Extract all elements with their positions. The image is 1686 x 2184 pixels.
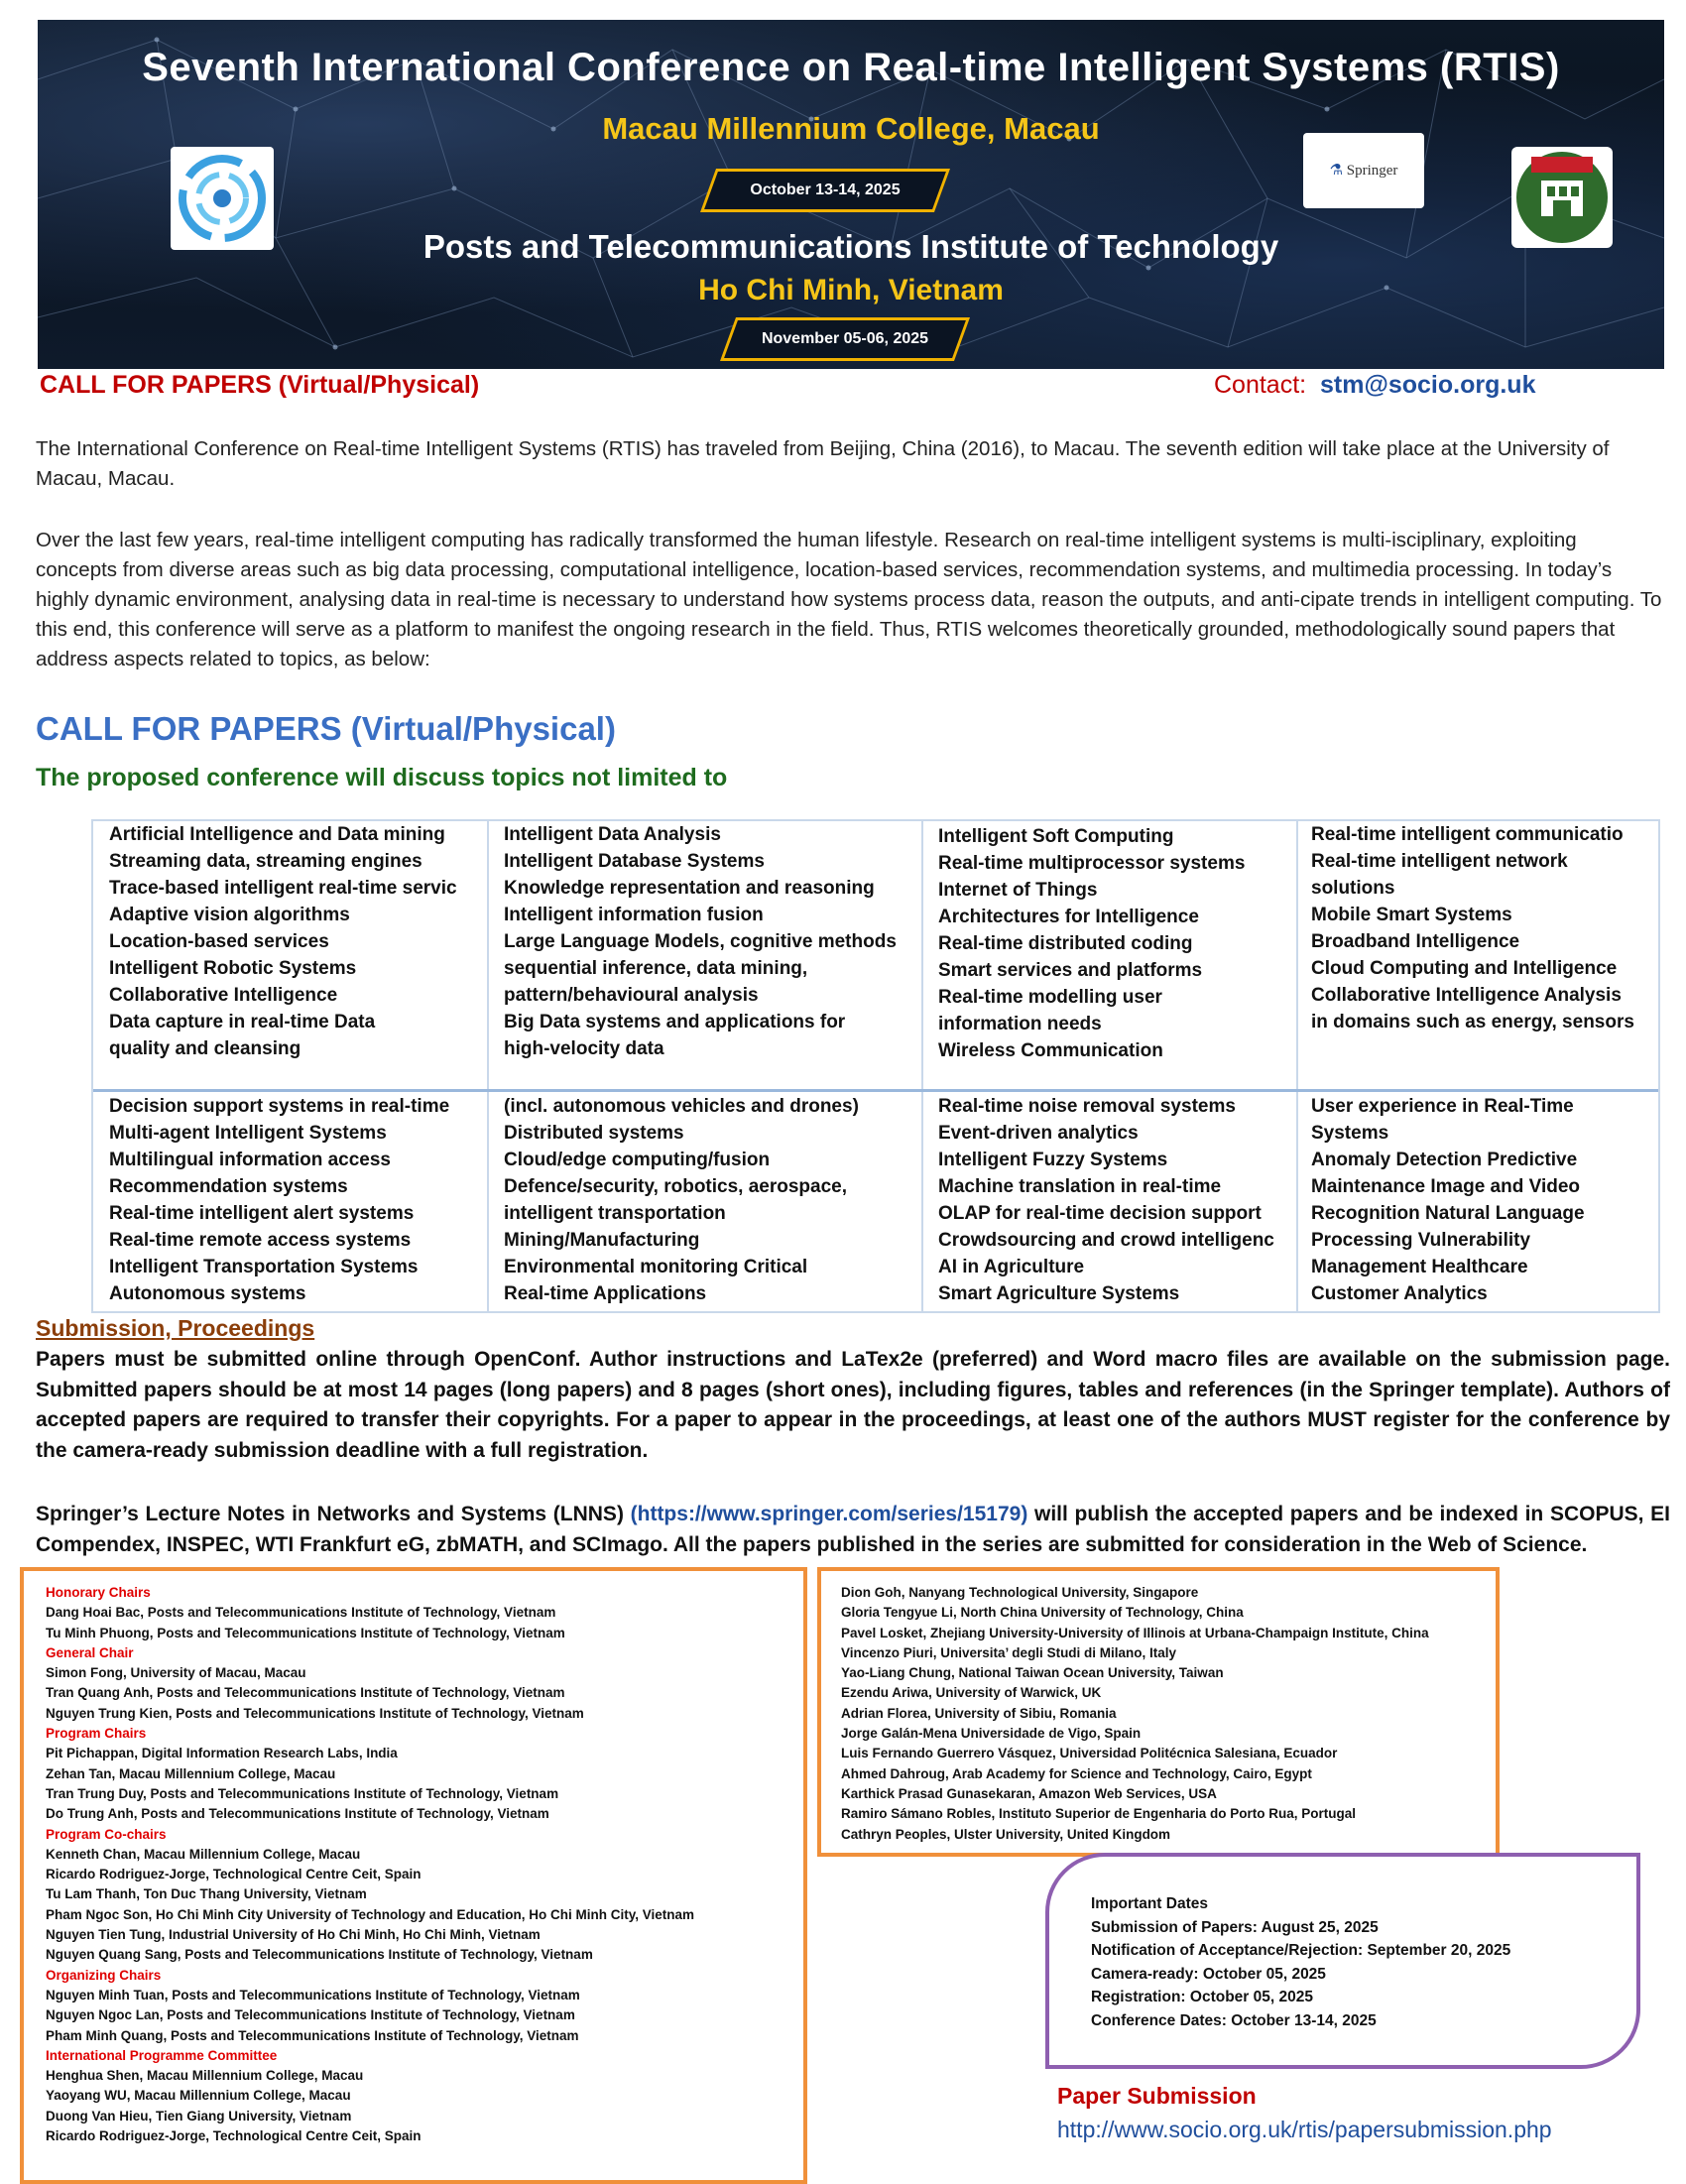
- committee-member: Nguyen Quang Sang, Posts and Telecommunications Institute of Technology, Vietnam: [46, 1947, 593, 1963]
- committee-member: Ricardo Rodriguez-Jorge, Technological Centre Ceit, Spain: [46, 2128, 422, 2144]
- topic-item: quality and cleansing: [109, 1038, 301, 1059]
- committee-heading: General Chair: [46, 1644, 134, 1660]
- topic-item: Adaptive vision algorithms: [109, 905, 350, 925]
- topic-item: Cloud/edge computing/fusion: [504, 1150, 771, 1170]
- banner-title: Seventh International Conference on Real-time Intelligent Systems (RTIS): [142, 46, 1560, 89]
- topic-item: Intelligent Database Systems: [504, 851, 765, 872]
- committee-member: Nguyen Ngoc Lan, Posts and Telecommunications Institute of Technology, Vietnam: [46, 2007, 575, 2023]
- springer-series-link[interactable]: (https://www.springer.com/series/15179): [630, 1503, 1028, 1525]
- topic-item: Decision support systems in real-time: [109, 1096, 450, 1117]
- topic-item: Processing Vulnerability: [1311, 1230, 1531, 1251]
- committee-member: Henghua Shen, Macau Millennium College, Macau: [46, 2068, 364, 2084]
- topics-cell-r1c1: [109, 821, 480, 1062]
- topic-item: Trace-based intelligent real-time servic: [109, 878, 457, 899]
- spiral-logo-icon: [171, 147, 274, 250]
- conference-logo: [171, 147, 274, 250]
- topic-item: Recognition Natural Language: [1311, 1203, 1585, 1224]
- committee-member: Dion Goh, Nanyang Technological University, Singapore: [841, 1585, 1199, 1600]
- committee-member: Kenneth Chan, Macau Millennium College, Macau: [46, 1846, 361, 1862]
- committee-member: Ramiro Sámano Robles, Instituto Superior de Engenharia do Porto Rua, Portugal: [841, 1806, 1357, 1822]
- topics-cell-r2c4: [1311, 1093, 1652, 1307]
- topic-item: Location-based services: [109, 931, 329, 952]
- committee-member: Luis Fernando Guerrero Vásquez, Universidad Politécnica Salesiana, Ecuador: [841, 1746, 1338, 1761]
- topic-item: intelligent transportation: [504, 1203, 726, 1224]
- topics-cell-r2c3: [938, 1093, 1291, 1307]
- topic-item: Large Language Models, cognitive methods: [504, 931, 897, 952]
- committee-member: Gloria Tengyue Li, North China University of Technology, China: [841, 1605, 1244, 1621]
- committee-member: Tu Lam Thanh, Ton Duc Thang University, Vietnam: [46, 1886, 367, 1902]
- topic-item: Real-time Applications: [504, 1283, 707, 1304]
- topic-item: high-velocity data: [504, 1038, 664, 1059]
- topic-item: Event-driven analytics: [938, 1123, 1139, 1144]
- topics-subtitle: The proposed conference will discuss topics not limited to: [36, 764, 728, 791]
- committee-heading: International Programme Committee: [46, 2047, 278, 2063]
- topic-item: Multi-agent Intelligent Systems: [109, 1123, 387, 1144]
- cfp-section-title: CALL FOR PAPERS (Virtual/Physical): [36, 710, 616, 747]
- topic-item: Knowledge representation and reasoning: [504, 878, 875, 899]
- committee-heading: Organizing Chairs: [46, 1967, 162, 1983]
- topic-item: Internet of Things: [938, 880, 1098, 901]
- contact-line: [1214, 371, 1535, 400]
- topic-item: solutions: [1311, 878, 1395, 899]
- topic-item: Real-time modelling user: [938, 987, 1162, 1008]
- committee-member: Do Trung Anh, Posts and Telecommunications Institute of Technology, Vietnam: [46, 1806, 549, 1822]
- topic-item: Autonomous systems: [109, 1283, 306, 1304]
- topic-item: Wireless Communication: [938, 1040, 1163, 1061]
- topic-item: Broadband Intelligence: [1311, 931, 1520, 952]
- important-date-item: Conference Dates: October 13-14, 2025: [1091, 2011, 1377, 2029]
- topics-table: [91, 819, 1660, 1313]
- topic-item: sequential inference, data mining,: [504, 958, 808, 979]
- committee-member: Pavel Losket, Zhejiang University-University of Illinois at Urbana-Champaign Institute, China: [841, 1625, 1429, 1640]
- topic-item: Real-time intelligent alert systems: [109, 1203, 415, 1224]
- topic-item: Real-time remote access systems: [109, 1230, 412, 1251]
- committee-member: Nguyen Tien Tung, Industrial University of Ho Chi Minh, Ho Chi Minh, Vietnam: [46, 1927, 541, 1943]
- important-dates-list: [1091, 1916, 1510, 2033]
- topic-item: Big Data systems and applications for: [504, 1012, 846, 1032]
- topic-item: (incl. autonomous vehicles and drones): [504, 1096, 859, 1117]
- topic-item: Intelligent information fusion: [504, 905, 764, 925]
- important-date-item: Submission of Papers: August 25, 2025: [1091, 1918, 1379, 1936]
- committee-member: Zehan Tan, Macau Millennium College, Macau: [46, 1765, 336, 1781]
- topics-cell-r2c1: [109, 1093, 480, 1307]
- submission-title: Submission, Proceedings: [36, 1315, 315, 1341]
- topic-item: Intelligent Fuzzy Systems: [938, 1150, 1168, 1170]
- springer-paragraph: Springer’s Lecture Notes in Networks and Systems (LNNS) (https://www.springer.com/series/15179) will publish the accepted papers and be indexed in SCOPUS, EI Compendex, INSPEC, WTI Frankfurt eG, zbMATH, and SCImago. All the papers published in the series are submitted for consideration in the Web of Science.: [36, 1503, 1670, 1556]
- topic-item: Streaming data, streaming engines: [109, 851, 422, 872]
- topic-item: information needs: [938, 1014, 1102, 1034]
- committee-member: Tran Quang Anh, Posts and Telecommunications Institute of Technology, Vietnam: [46, 1685, 565, 1701]
- topic-item: Intelligent Transportation Systems: [109, 1257, 419, 1277]
- committee-member: Pit Pichappan, Digital Information Research Labs, India: [46, 1746, 398, 1761]
- topic-item: Customer Analytics: [1311, 1283, 1488, 1304]
- committee-member: Duong Van Hieu, Tien Giang University, Vietnam: [46, 2108, 352, 2123]
- committee-member: Adrian Florea, University of Sibiu, Romania: [841, 1705, 1117, 1721]
- important-dates-title: Important Dates: [1091, 1895, 1208, 1912]
- banner-date-2: November 05-06, 2025: [720, 317, 970, 361]
- topic-item: Distributed systems: [504, 1123, 684, 1144]
- committee-member: Jorge Galán-Mena Universidade de Vigo, Spain: [841, 1726, 1142, 1742]
- topics-cell-r1c4: [1311, 821, 1652, 1035]
- banner-venue-1: Macau Millennium College, Macau: [602, 111, 1100, 146]
- topic-item: Real-time intelligent network: [1311, 851, 1568, 872]
- committee-left-list: [46, 1583, 694, 2146]
- topic-item: OLAP for real-time decision support: [938, 1203, 1262, 1224]
- topic-item: Intelligent Data Analysis: [504, 824, 721, 845]
- intro-paragraph-1: The International Conference on Real-time Intelligent Systems (RTIS) has traveled from Beijing, China (2016), to Macau. The seventh edition will take place at the University of Macau, Macau.: [36, 437, 1610, 490]
- topic-item: Mobile Smart Systems: [1311, 905, 1512, 925]
- committee-member: Nguyen Trung Kien, Posts and Telecommunications Institute of Technology, Vietnam: [46, 1705, 584, 1721]
- important-date-item: Notification of Acceptance/Rejection: September 20, 2025: [1091, 1942, 1511, 1959]
- committee-member: Ricardo Rodriguez-Jorge, Technological Centre Ceit, Spain: [46, 1867, 422, 1882]
- topic-item: User experience in Real-Time: [1311, 1096, 1574, 1117]
- committee-member: Cathryn Peoples, Ulster University, United Kingdom: [841, 1826, 1171, 1842]
- topic-item: Machine translation in real-time: [938, 1176, 1222, 1197]
- topic-item: Anomaly Detection Predictive: [1311, 1150, 1578, 1170]
- topic-item: Crowdsourcing and crowd intelligenc: [938, 1230, 1274, 1251]
- topic-item: in domains such as energy, sensors: [1311, 1012, 1634, 1032]
- conference-banner: [38, 20, 1664, 369]
- topic-item: Collaborative Intelligence Analysis: [1311, 985, 1622, 1006]
- committee-member: Tu Minh Phuong, Posts and Telecommunications Institute of Technology, Vietnam: [46, 1625, 565, 1640]
- paper-submission-link[interactable]: http://www.socio.org.uk/rtis/papersubmission.php: [1057, 2117, 1552, 2142]
- committee-heading: Program Chairs: [46, 1726, 147, 1742]
- topic-item: Recommendation systems: [109, 1176, 348, 1197]
- committee-member: Vincenzo Piuri, Universita’ degli Studi di Milano, Italy: [841, 1644, 1177, 1660]
- topics-cell-r1c2: [504, 821, 914, 1062]
- intro-paragraph-2: Over the last few years, real-time intelligent computing has radically transformed the human lifestyle. Research on real-time intelligent systems is multi-isciplinary, exploiting concepts from diverse areas such as big data processing, computational intelligence, location-based services, recommendation systems, and multimedia processing. In today’s highly dynamic environment, analysing data in real-time is necessary to understand how systems process data, reason the outputs, and anti-cipate trends in intelligent computing. To this end, this conference will serve as a platform to manifest the ongoing research in the field. Thus, RTIS welcomes theoretically grounded, methodologically sound papers that address aspects related to topics, as below:: [36, 529, 1662, 670]
- committee-member: Ahmed Dahroug, Arab Academy for Science and Technology, Cairo, Egypt: [841, 1765, 1312, 1781]
- topic-item: Real-time multiprocessor systems: [938, 853, 1246, 874]
- topic-item: Multilingual information access: [109, 1150, 391, 1170]
- topic-item: AI in Agriculture: [938, 1257, 1085, 1277]
- topic-item: Real-time intelligent communicatio: [1311, 824, 1624, 845]
- important-dates-box: [1045, 1853, 1640, 2069]
- topic-item: Defence/security, robotics, aerospace,: [504, 1176, 848, 1197]
- banner-date-1: October 13-14, 2025: [700, 169, 950, 212]
- committee-heading: Program Co-chairs: [46, 1826, 167, 1842]
- submission-paragraph: Papers must be submitted online through OpenConf. Author instructions and LaTex2e (preferred) and Word macro files are available on the submission page. Submitted papers should be at most 14 pages (long papers) and 8 pages (short ones), including figures, tables and references (in the Springer template). Authors of accepted papers are required to transfer their copyrights. For a paper to appear in the proceedings, at least one of the authors MUST register for the conference by the camera-ready submission deadline with a full registration.: [36, 1348, 1670, 1462]
- topic-item: pattern/behavioural analysis: [504, 985, 759, 1006]
- topic-item: Intelligent Robotic Systems: [109, 958, 357, 979]
- committee-member: Pham Ngoc Son, Ho Chi Minh City University of Technology and Education, Ho Chi Minh City, Vietnam: [46, 1906, 695, 1922]
- committee-box-right: [817, 1567, 1500, 1857]
- college-logo: [1511, 147, 1613, 248]
- topic-item: Architectures for Intelligence: [938, 907, 1199, 927]
- topic-item: Real-time noise removal systems: [938, 1096, 1236, 1117]
- committee-member: Pham Minh Quang, Posts and Telecommunications Institute of Technology, Vietnam: [46, 2027, 579, 2043]
- committee-member: Yao-Liang Chung, National Taiwan Ocean University, Taiwan: [841, 1665, 1224, 1681]
- call-for-papers-header: CALL FOR PAPERS (Virtual/Physical): [40, 371, 480, 399]
- banner-venue-2: Posts and Telecommunications Institute of Technology: [422, 228, 1279, 265]
- topic-item: Collaborative Intelligence: [109, 985, 338, 1006]
- important-date-item: Registration: October 05, 2025: [1091, 1989, 1313, 2005]
- committee-member: Ezendu Ariwa, University of Warwick, UK: [841, 1685, 1102, 1701]
- topic-item: Maintenance Image and Video: [1311, 1176, 1581, 1197]
- springer-logo: ⚗ Springer: [1303, 133, 1424, 208]
- banner-location-2: Ho Chi Minh, Vietnam: [698, 274, 1004, 306]
- topics-cell-r2c2: [504, 1093, 914, 1307]
- paper-submission-title: Paper Submission: [1057, 2083, 1257, 2109]
- committee-member: Yaoyang WU, Macau Millennium College, Macau: [46, 2088, 351, 2104]
- committee-member: Nguyen Minh Tuan, Posts and Telecommunications Institute of Technology, Vietnam: [46, 1987, 580, 2002]
- topic-item: Intelligent Soft Computing: [938, 826, 1174, 847]
- important-date-item: Camera-ready: October 05, 2025: [1091, 1965, 1326, 1983]
- college-crest-icon: [1511, 147, 1613, 248]
- committee-right-list: [841, 1583, 1429, 1845]
- committee-member: Karthick Prasad Gunasekaran, Amazon Web Services, USA: [841, 1785, 1217, 1801]
- topic-item: Smart Agriculture Systems: [938, 1283, 1180, 1304]
- committee-member: Dang Hoai Bac, Posts and Telecommunications Institute of Technology, Vietnam: [46, 1605, 556, 1621]
- contact-label: Contact:: [1214, 371, 1307, 399]
- committee-heading: Honorary Chairs: [46, 1585, 151, 1600]
- committee-member: Tran Trung Duy, Posts and Telecommunications Institute of Technology, Vietnam: [46, 1785, 559, 1801]
- topic-item: Data capture in real-time Data: [109, 1012, 376, 1032]
- committee-member: Simon Fong, University of Macau, Macau: [46, 1665, 306, 1681]
- committee-box-left: [20, 1567, 807, 2184]
- topic-item: Mining/Manufacturing: [504, 1230, 700, 1251]
- topic-item: Environmental monitoring Critical: [504, 1257, 808, 1277]
- contact-email-link[interactable]: stm@socio.org.uk: [1320, 371, 1536, 399]
- topic-item: Real-time distributed coding: [938, 933, 1193, 954]
- topic-item: Artificial Intelligence and Data mining: [109, 824, 445, 845]
- topics-cell-r1c3: [938, 823, 1291, 1064]
- topic-item: Systems: [1311, 1123, 1389, 1144]
- topic-item: Management Healthcare: [1311, 1257, 1528, 1277]
- topic-item: Smart services and platforms: [938, 960, 1203, 981]
- topic-item: Cloud Computing and Intelligence: [1311, 958, 1618, 979]
